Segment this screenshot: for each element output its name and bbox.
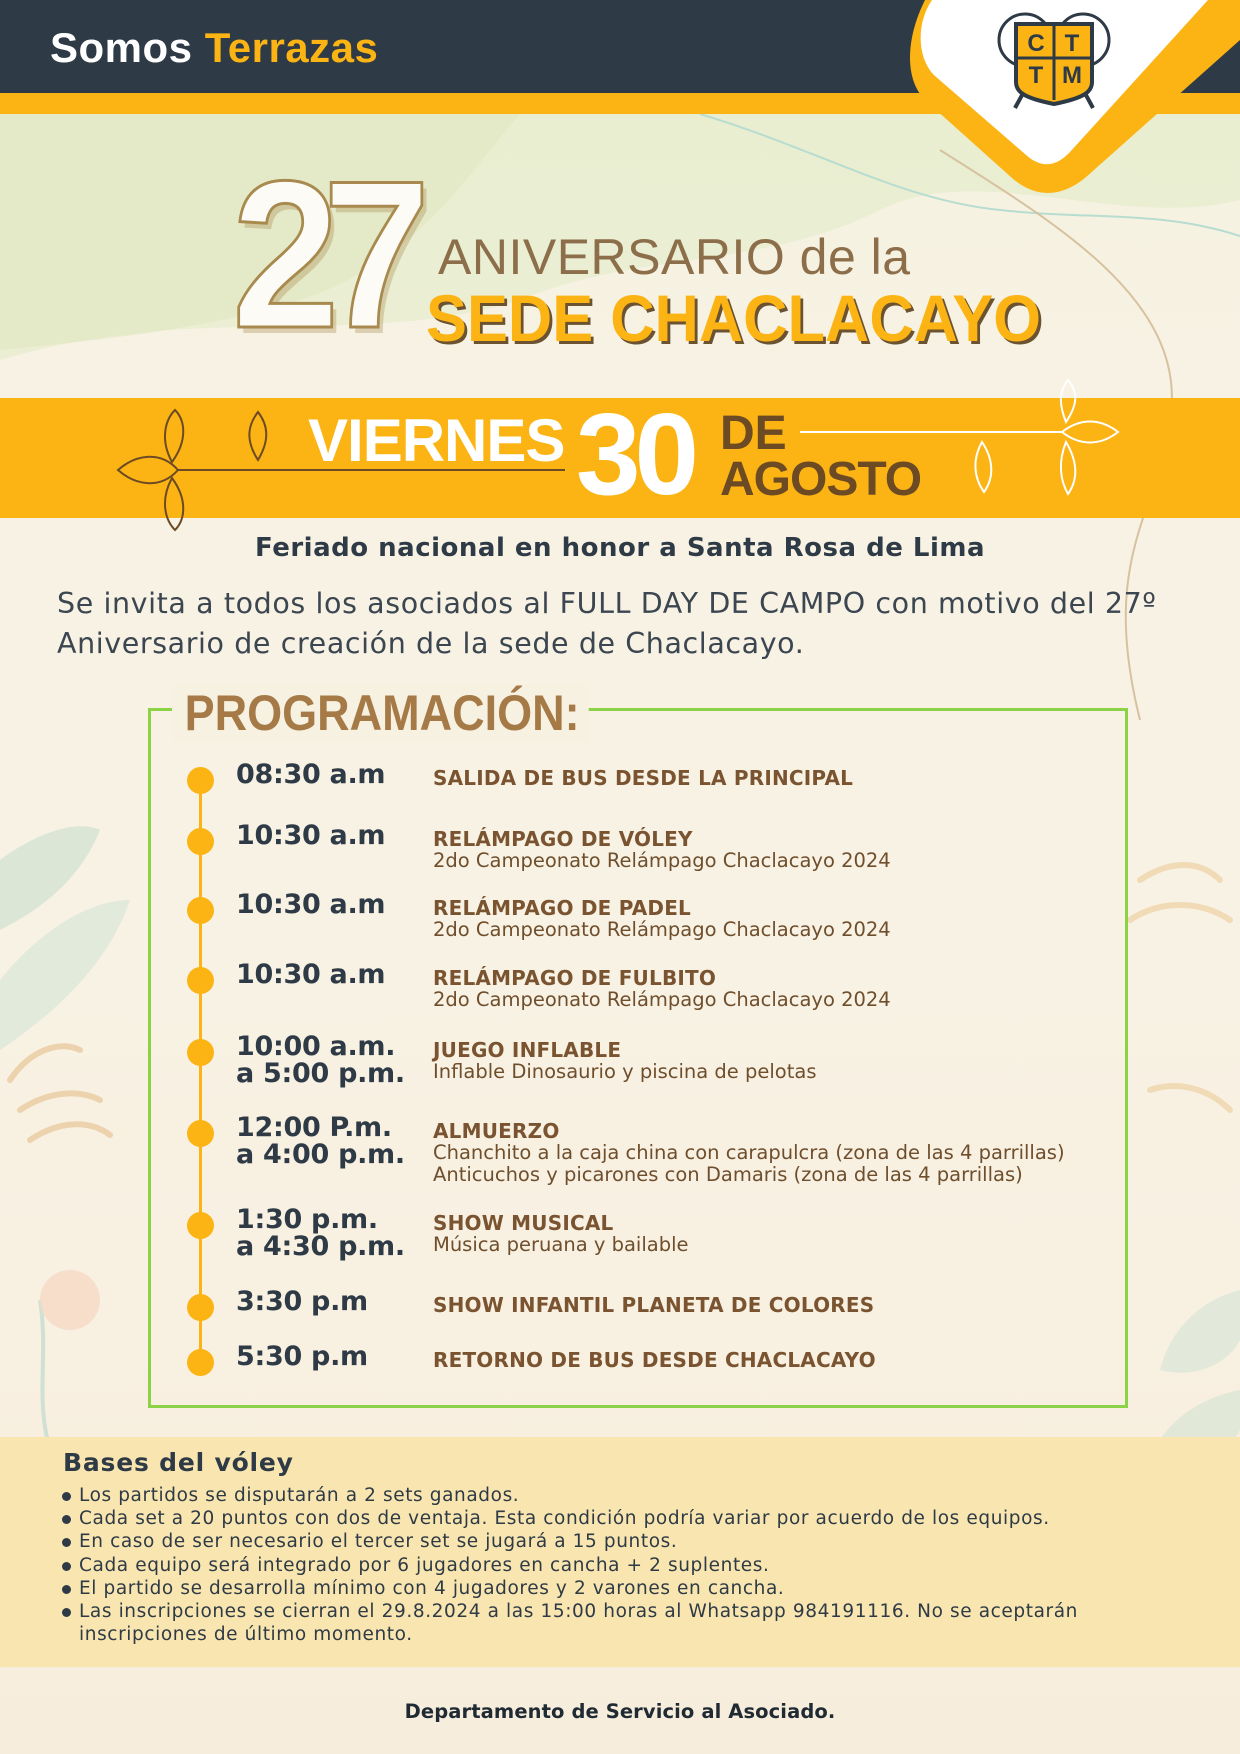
schedule-time: 10:00 a.m. a 5:00 p.m. [236, 1031, 405, 1089]
date-day: 30 [576, 389, 694, 519]
date-weekday: VIERNES [308, 407, 565, 474]
rules-item: Las inscripciones se cierran el 29.8.2024 a las 15:00 horas al Whatsapp 984191116. No se aceptarán inscripciones de último momento. [60, 1600, 1210, 1646]
anniversary-number: 27 [232, 137, 414, 372]
schedule-time: 10:30 a.m [236, 959, 386, 990]
timeline-dot-icon [187, 1349, 214, 1376]
timeline-dot-icon [187, 897, 214, 924]
schedule-event-desc: 2do Campeonato Relámpago Chaclacayo 2024 [433, 918, 891, 941]
timeline-dot-icon [187, 1294, 214, 1321]
logo-letter-c: C [1027, 30, 1045, 57]
schedule-event-desc: 2do Campeonato Relámpago Chaclacayo 2024 [433, 988, 891, 1011]
timeline-dot-icon [187, 828, 214, 855]
schedule-event-desc: Inflable Dinosaurio y piscina de pelotas [433, 1060, 817, 1083]
logo-letter-t1: T [1064, 30, 1080, 57]
rules-item: Los partidos se disputarán a 2 sets ganados. [60, 1484, 1210, 1507]
schedule-time: 10:30 a.m [236, 820, 386, 851]
rules-item: Cada equipo será integrado por 6 jugadores en cancha + 2 suplentes. [60, 1554, 1210, 1577]
schedule-event-title: RELÁMPAGO DE PADEL [433, 896, 692, 920]
schedule-event-title: ALMUERZO [433, 1119, 560, 1143]
schedule-time: 3:30 p.m [236, 1286, 368, 1317]
timeline-dot-icon [187, 1039, 214, 1066]
logo-letter-t2: T [1028, 62, 1044, 89]
schedule-event-title: RELÁMPAGO DE FULBITO [433, 966, 717, 990]
logo-letter-m: M [1062, 62, 1082, 89]
rules-item: Cada set a 20 puntos con dos de ventaja. Esta condición podría variar por acuerdo de los equipos. [60, 1507, 1210, 1530]
schedule-event-title: JUEGO INFLABLE [433, 1038, 622, 1062]
timeline-dot-icon [187, 967, 214, 994]
schedule-event-title: SHOW MUSICAL [433, 1211, 614, 1235]
rules-list [60, 1484, 1210, 1646]
timeline-dot-icon [187, 1120, 214, 1147]
schedule-title: PROGRAMACIÓN: [172, 684, 589, 742]
rules-item: El partido se desarrolla mínimo con 4 jugadores y 2 varones en cancha. [60, 1577, 1210, 1600]
schedule-event-title: SALIDA DE BUS DESDE LA PRINCIPAL [433, 766, 854, 790]
holiday-note: Feriado nacional en honor a Santa Rosa de Lima [255, 533, 985, 563]
schedule-event-title: RETORNO DE BUS DESDE CHACLACAYO [433, 1348, 876, 1372]
schedule-time: 12:00 P.m. a 4:00 p.m. [236, 1112, 405, 1170]
timeline-dot-icon [187, 767, 214, 794]
schedule-time: 1:30 p.m. a 4:30 p.m. [236, 1204, 405, 1262]
schedule-time: 08:30 a.m [236, 759, 386, 790]
schedule-event-desc: Música peruana y bailable [433, 1233, 689, 1256]
date-month: AGOSTO [720, 453, 922, 506]
schedule-time: 5:30 p.m [236, 1341, 368, 1372]
schedule-event-desc: Chanchito a la caja china con carapulcra (zona de las 4 parrillas) Anticuchos y picarones con Damaris (zona de las 4 parrillas) [433, 1141, 1065, 1186]
schedule-event-title: RELÁMPAGO DE VÓLEY [433, 827, 693, 851]
title-line-1: ANIVERSARIO de la [438, 229, 911, 285]
schedule-time: 10:30 a.m [236, 889, 386, 920]
date-de: DE [720, 407, 787, 460]
title-line-2: SEDE CHACLACAYO [426, 281, 1042, 355]
rules-title: Bases del vóley [63, 1448, 294, 1477]
invite-text: Se invita a todos los asociados al FULL DAY DE CAMPO con motivo del 27º Aniversario de creación de la sede de Chaclacayo. [57, 587, 1157, 660]
brand-word-2: Terrazas [204, 24, 379, 71]
schedule-event-title: SHOW INFANTIL PLANETA DE COLORES [433, 1293, 875, 1317]
brand-word-1: Somos [50, 24, 193, 71]
footer-department: Departamento de Servicio al Asociado. [404, 1700, 836, 1723]
timeline-dot-icon [187, 1212, 214, 1239]
rules-item: En caso de ser necesario el tercer set se jugará a 15 puntos. [60, 1530, 1210, 1553]
schedule-event-desc: 2do Campeonato Relámpago Chaclacayo 2024 [433, 849, 891, 872]
